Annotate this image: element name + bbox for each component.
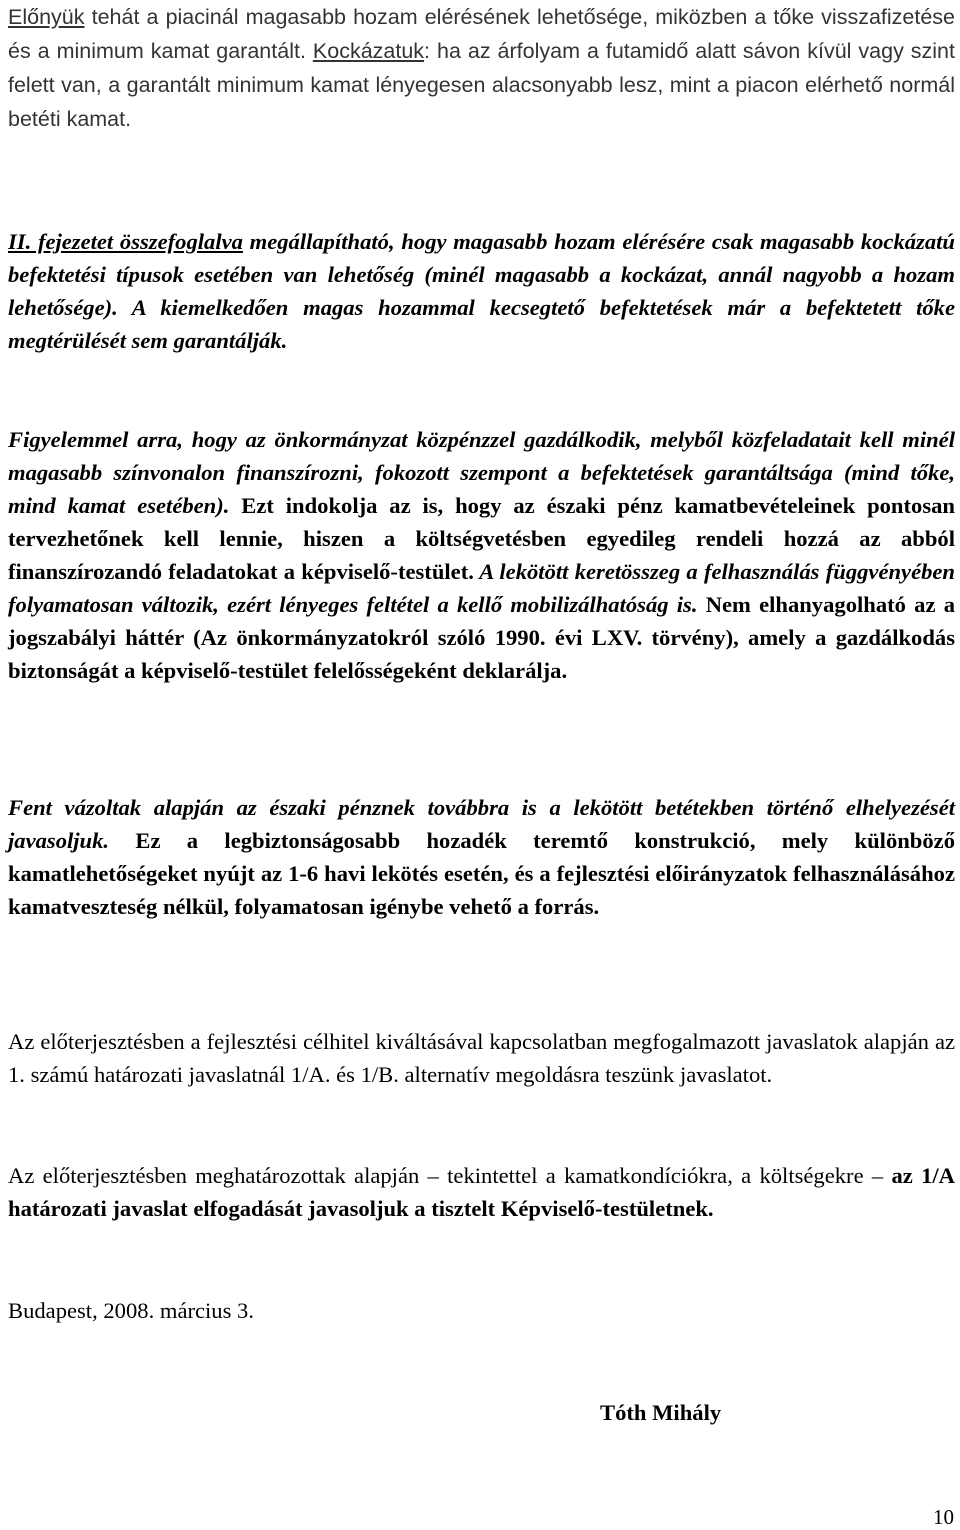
recommendation-text-1: Fent vázoltak alapján az északi pénznek továbbra is a lekötött betétekben történő elhelyezését javasoljuk. — [8, 795, 955, 853]
conclusion-emphasis: az 1/A határozati javaslat elfogadását javasoljuk a tisztelt Képviselő-testületnek. — [8, 1163, 955, 1221]
advantage-text: tehát a piacinál magasabb hozam elérésének lehetősége, miközben a tőke visszafizetése és a minimum kamat garantált. — [8, 5, 955, 63]
paragraph-chapter-summary — [8, 225, 955, 357]
conclusion-text: Az előterjesztésben meghatározottak alapján – tekintettel a kamatkondíciókra, a költségekre – — [8, 1163, 892, 1188]
paragraph-proposal — [8, 1025, 955, 1091]
public-funds-text-4: Nem elhanyagolható az a jogszabályi háttér (Az önkormányzatokról szóló 1990. évi LXV. törvény), amely a gazdálkodás biztonságát a képviselő-testület felelősségeként deklarálja. — [8, 592, 956, 683]
date-line: Budapest, 2008. március 3. — [8, 1298, 254, 1323]
term-risk: Kockázatuk — [312, 39, 425, 63]
chapter-summary-label: II. fejezetet összefoglalva — [8, 229, 243, 254]
public-funds-text-3: A lekötött keretösszeg a felhasználás függvényében folyamatosan változik, ezért lényeges feltétel a kellő mobilizálhatóság is. — [8, 559, 955, 617]
page-number: 10 — [933, 1505, 954, 1529]
paragraph-conclusion — [8, 1159, 955, 1225]
paragraph-public-funds — [8, 423, 955, 687]
public-funds-text-2: Ezt indokolja az is, hogy az északi pénz kamatbevételeinek pontosan tervezhetőnek kell lennie, hiszen a költségvetésben egyedileg rendeli hozzá az abból finanszírozandó feladatokat a képviselő-testület. — [8, 493, 955, 584]
chapter-summary-text: megállapítható, hogy magasabb hozam elérésére csak magasabb kockázatú befektetési típusok esetében van lehetőség (minél magasabb a kockázat, annál nagyobb a hozam lehetősége). A kiemelkedően magas hozammal kecsegtető befektetések már a befektetett tőke megtérülését sem garantálják. — [8, 229, 955, 353]
risk-text: : ha az árfolyam a futamidő alatt sávon kívül vagy szint felett van, a garantált minimum kamat lényegesen alacsonyabb lesz, mint a piacon elérhető normál betéti kamat. — [8, 39, 955, 131]
term-advantage: Előnyük — [8, 5, 85, 29]
public-funds-text-1: Figyelemmel arra, hogy az önkormányzat közpénzzel gazdálkodik, melyből közfeladatait kell minél magasabb színvonalon finanszírozni, fokozott szempont a befektetések garantáltsága (mind tőke, mind kamat esetében). — [8, 427, 955, 518]
paragraph-advantages-risks — [8, 0, 955, 136]
paragraph-recommendation — [8, 791, 955, 923]
signature-name: Tóth Mihály — [600, 1400, 722, 1425]
recommendation-text-2: Ez a legbiztonságosabb hozadék teremtő konstrukció, mely különböző kamatlehetőségeket nyújt az 1-6 havi lekötés esetén, és a fejlesztési előirányzatok felhasználásához kamatveszteség nélkül, folyamatosan igénybe vehető a forrás. — [8, 828, 955, 919]
proposal-text: Az előterjesztésben a fejlesztési célhitel kiváltásával kapcsolatban megfogalmazott javaslatok alapján az 1. számú határozati javaslatnál 1/A. és 1/B. alternatív megoldásra teszünk javaslatot. — [8, 1029, 955, 1087]
